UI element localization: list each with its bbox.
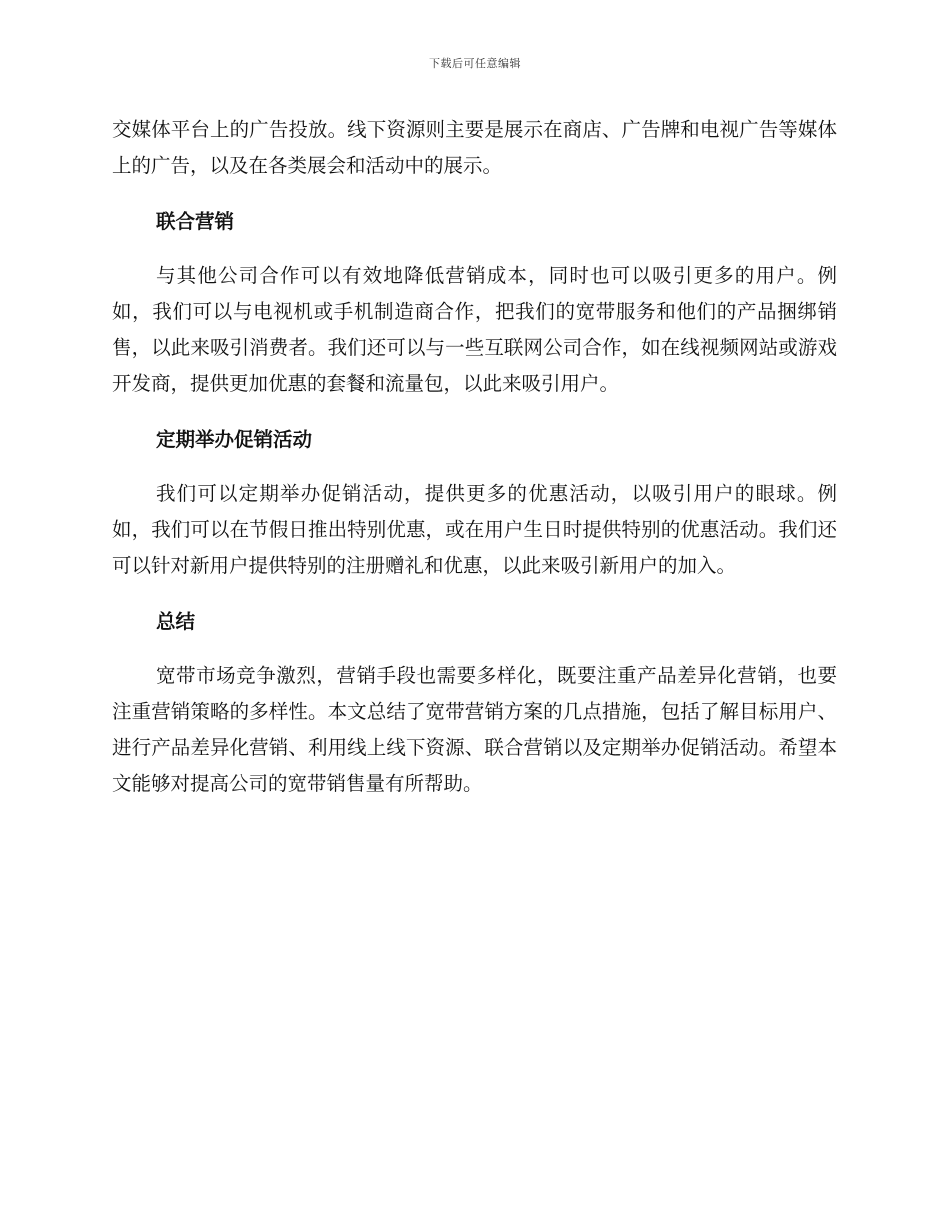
section-heading-promotions: 定期举办促销活动 <box>156 428 313 451</box>
summary-paragraph: 宽带市场竞争激烈，营销手段也需要多样化，既要注重产品差异化营销，也要注重营销策略的多样性。本文总结了宽带营销方案的几点措施，包括了解目标用户、进行产品差异化营销、利用线上线下资源、联合营销以及定期举办促销活动。希望本文能够对提高公司的宽带销售量有所帮助。 <box>112 664 837 795</box>
document-body <box>112 112 837 802</box>
section-heading-summary: 总结 <box>156 610 196 633</box>
intro-continuation-paragraph: 交媒体平台上的广告投放。线下资源则主要是展示在商店、广告牌和电视广告等媒体上的广告，以及在各类展会和活动中的展示。 <box>112 118 837 177</box>
joint-marketing-paragraph: 与其他公司合作可以有效地降低营销成本，同时也可以吸引更多的用户。例如，我们可以与电视机或手机制造商合作，把我们的宽带服务和他们的产品捆绑销售，以此来吸引消费者。我们还可以与一些互联网公司合作，如在线视频网站或游戏开发商，提供更加优惠的套餐和流量包，以此来吸引用户。 <box>112 264 837 395</box>
page-header: 下载后可任意编辑 <box>429 57 521 70</box>
section-heading-joint-marketing: 联合营销 <box>156 210 235 233</box>
promotions-paragraph: 我们可以定期举办促销活动，提供更多的优惠活动，以吸引用户的眼球。例如，我们可以在节假日推出特别优惠，或在用户生日时提供特别的优惠活动。我们还可以针对新用户提供特别的注册赠礼和优惠，以此来吸引新用户的加入。 <box>112 482 837 577</box>
